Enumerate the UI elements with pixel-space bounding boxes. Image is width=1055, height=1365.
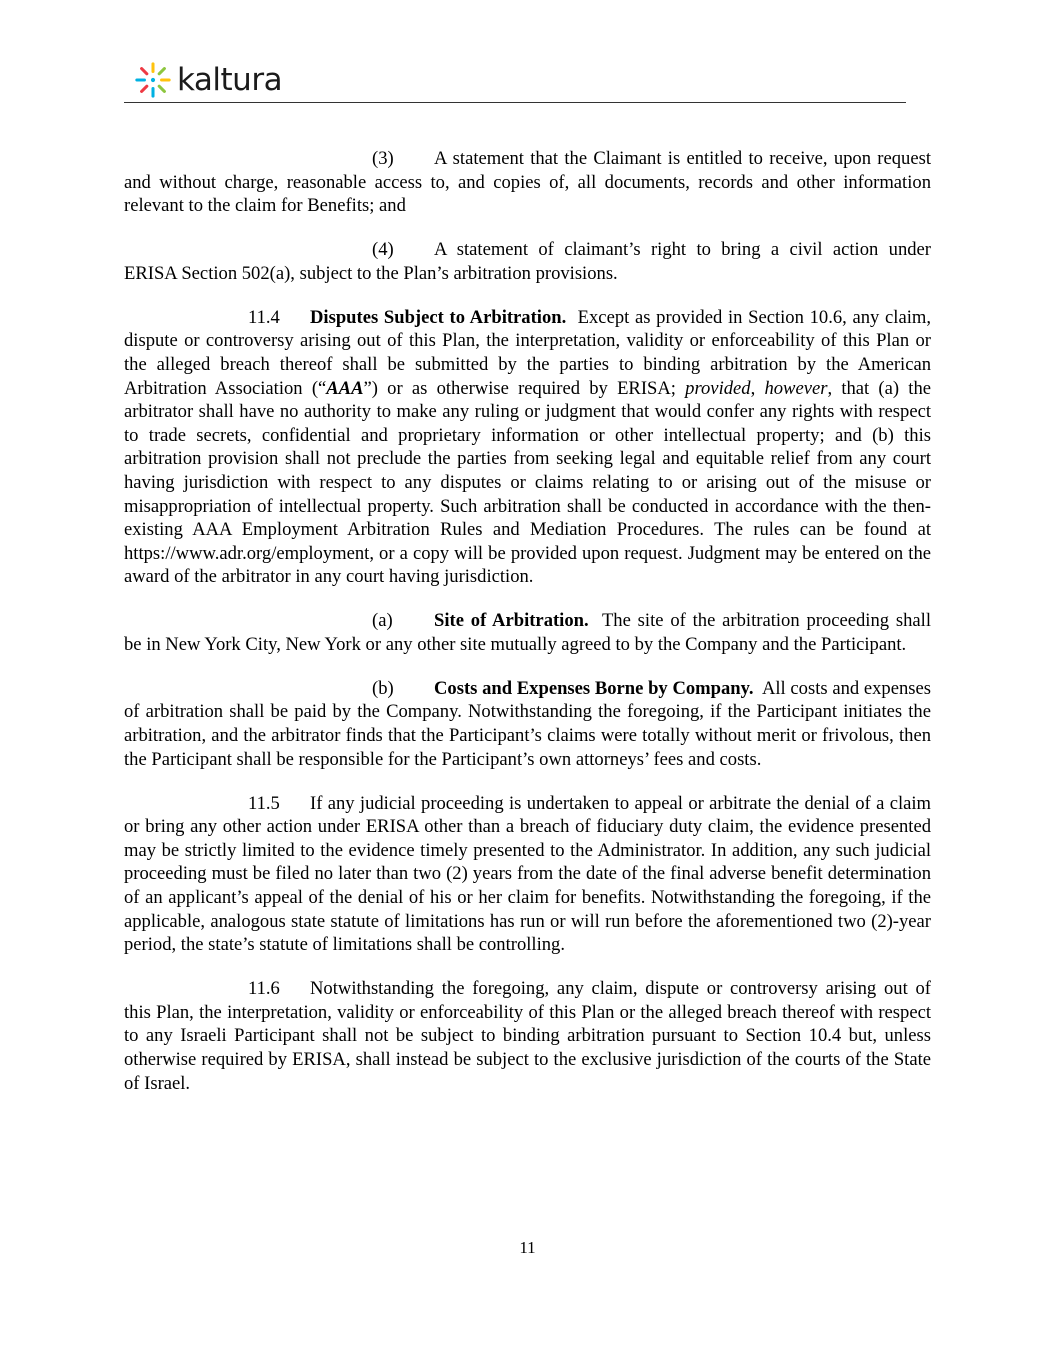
kaltura-logo — [134, 62, 282, 98]
section-number: 11.6 — [248, 978, 280, 1000]
paragraph-text: , that (a) the arbitrator shall have no authority to make any ruling or judgment that would confer any rights with respect to trade secrets, confidential and proprietary information or other intellectual property; and (b) this arbitration provision shall not preclude the parties from seeking legal and equitable relief from any court having jurisdiction with respect to any disputes or claims relating to or arising out of the misuse or misappropriation of intellectual property. Such arbitration shall be conducted in accordance with the then-existing AAA Employment Arbitration Rules and Mediation Procedures. The rules can be found at https://www.adr.org/employment, or a copy will be provided upon request. Judgment may be entered on the award of the arbitrator in any court having jurisdiction. — [124, 377, 931, 588]
item-number: (3) — [372, 148, 394, 169]
paragraph-text: A statement of claimant’s right to bring a civil action under ERISA Section 502(a), subject to the Plan’s arbitration provisions. — [124, 239, 931, 284]
page-header — [124, 60, 906, 103]
item-number: (4) — [372, 239, 394, 261]
page-number: 11 — [519, 1238, 536, 1257]
section-11-6 — [124, 977, 931, 1095]
logo-wordmark: kaltura — [177, 62, 283, 98]
paragraph-text: ”) or as otherwise required by ERISA; — [363, 377, 686, 399]
section-heading: Site of Arbitration. — [434, 610, 589, 632]
section-number: 11.4 — [248, 306, 280, 328]
item-number: (a) — [372, 610, 393, 632]
section-11-5 — [124, 792, 931, 957]
paragraph-text: All costs and expenses of arbitration shall be paid by the Company. Notwithstanding the foregoing, if the Participant initiates the arbitration, and the arbitrator finds that the Participant’s claims were totally without merit or frivolous, then the Participant shall be responsible for the Participant’s own attorneys’ fees and costs. — [124, 677, 931, 770]
paragraph-text: A statement that the Claimant is entitled to receive, upon request and without charge, reasonable access to, and copies of, all documents, records and other information relevant to the claim for Benefits; and — [124, 148, 931, 217]
italic-term: however — [764, 377, 828, 399]
section-heading: Costs and Expenses Borne by Company. — [434, 677, 754, 699]
paragraph-text: The site of the arbitration proceeding shall be in New York City, New York or any other site mutually agreed to by the Company and the Participant. — [124, 610, 931, 655]
paragraph-3 — [124, 147, 931, 218]
section-11-4 — [124, 306, 931, 589]
subsection-a — [124, 609, 931, 656]
kaltura-burst-icon — [134, 61, 172, 99]
paragraph-text: If any judicial proceeding is undertaken to appeal or arbitrate the denial of a claim or bring any other action under ERISA other than a breach of fiduciary duty claim, the evidence presented may be strictly limited to the evidence timely presented to the Administrator. In addition, any such judicial proceeding must be filed no later than two (2) years from the date of the final adverse benefit determination of an applicant’s appeal of the denial of his or her claim for benefits. Notwithstanding the foregoing, if the applicable, analogous state statute of limitations has run or will run before the aforementioned two (2)-year period, the state’s statute of limitations shall be controlling. — [124, 792, 931, 956]
subsection-b — [124, 677, 931, 771]
paragraph-text: , — [750, 377, 765, 399]
paragraph-4 — [124, 238, 931, 285]
document-body — [124, 147, 931, 1116]
section-heading: Disputes Subject to Arbitration. — [310, 306, 567, 328]
paragraph-text: Notwithstanding the foregoing, any claim, dispute or controversy arising out of this Plan, the interpretation, validity or enforceability of this Plan or the alleged breach thereof with respect to any Israeli Participant shall not be subject to binding arbitration pursuant to Section 10.4 but, unless otherwise required by ERISA, shall instead be subject to the exclusive jurisdiction of the courts of the State of Israel. — [124, 978, 931, 1094]
paragraph-text: Except as provided in Section 10.6, any claim, dispute or controversy arising out of this Plan, the interpretation, validity or enforceability of this Plan or the alleged breach thereof shall be submitted by the parties to binding arbitration by the American Arbitration Association (“ — [124, 306, 931, 399]
defined-term: AAA — [326, 377, 364, 399]
italic-term: provided — [685, 377, 751, 399]
item-number: (b) — [372, 677, 394, 699]
section-number: 11.5 — [248, 792, 280, 814]
